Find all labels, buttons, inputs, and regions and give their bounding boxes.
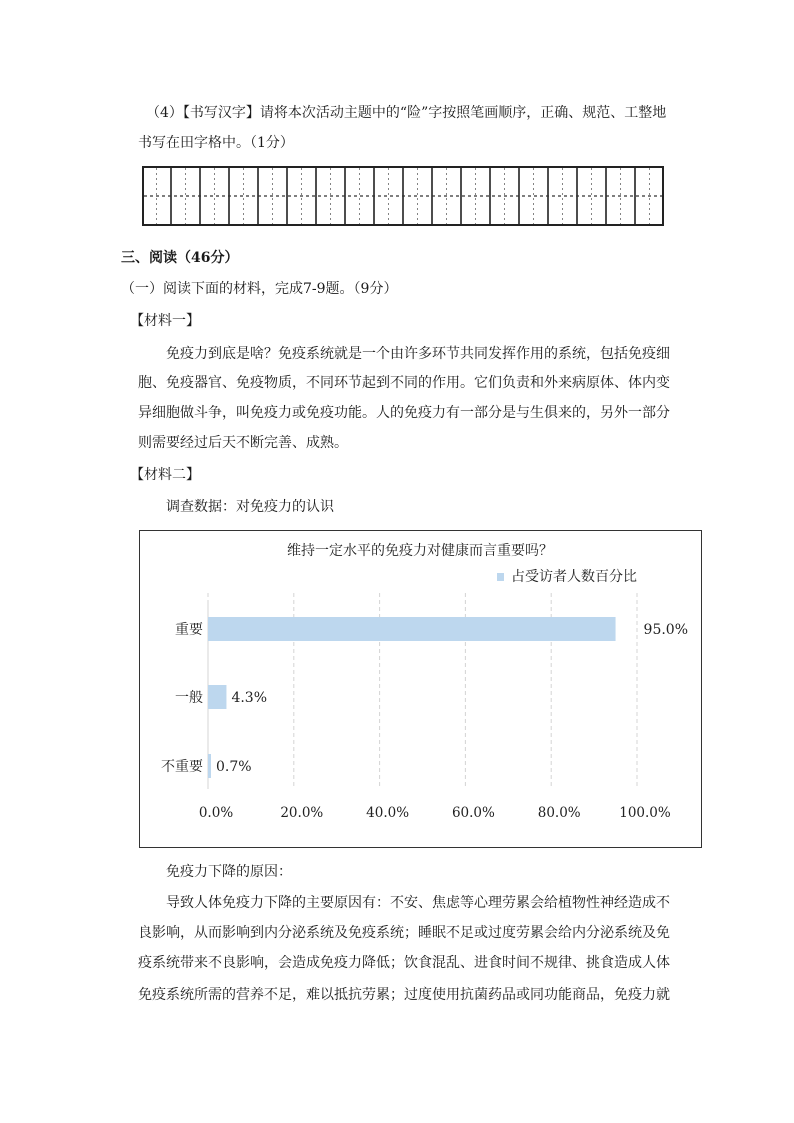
x-tick-label: 0.0% (198, 805, 234, 821)
category-label: 重要 (175, 622, 203, 638)
tianzige-writing-grid[interactable] (142, 166, 664, 226)
bar (208, 685, 226, 709)
data-label: 95.0% (643, 622, 689, 638)
material-1-line-2: 胞、免疫器官、免疫物质，不同环节起到不同的作用。它们负责和外来病原体、体内变 (138, 375, 670, 391)
material-2-heading: 【材料二】 (130, 467, 200, 483)
x-tick-label: 60.0% (451, 805, 495, 821)
bar (208, 754, 211, 778)
decline-line-3: 疫系统带来不良影响，会造成免疫力降低；饮食混乱、进食时间不规律、挑食造成人体 (138, 955, 670, 971)
material-1-line-3: 异细胞做斗争，叫免疫力或免疫功能。人的免疫力有一部分是与生俱来的，另外一部分 (138, 405, 670, 421)
question-4-line-1: （4）【书写汉字】请将本次活动主题中的“险”字按照笔画顺序，正确、规范、工整地 (146, 105, 667, 121)
bar-chart (140, 531, 701, 847)
category-label: 一般 (175, 690, 203, 706)
data-label: 4.3% (231, 690, 268, 706)
material-1-heading: 【材料一】 (130, 313, 200, 329)
material-1-line-4: 则需要经过后天不断完善、成熟。 (138, 435, 348, 451)
category-label: 不重要 (161, 759, 203, 775)
material-1-line-1: 免疫力到底是啥？免疫系统就是一个由许多环节共同发挥作用的系统，包括免疫细 (166, 346, 670, 362)
decline-line-4: 免疫系统所需的营养不足，难以抵抗劳累；过度使用抗菌药品或同功能商品，免疫力就 (138, 987, 670, 1003)
legend-label: 占受访者人数百分比 (511, 569, 637, 585)
x-tick-label: 80.0% (537, 805, 581, 821)
part-1-intro: （一）阅读下面的材料，完成7-9题。（9分） (121, 281, 398, 297)
chart-title: 维持一定水平的免疫力对健康而言重要吗？ (287, 543, 553, 559)
decline-heading: 免疫力下降的原因： (166, 864, 292, 880)
bar (208, 617, 616, 641)
section-3-title: 三、阅读（46分） (121, 250, 239, 266)
survey-chart (139, 530, 702, 848)
x-tick-label: 40.0% (366, 805, 410, 821)
question-4-line-2: 书写在田字格中。（1分） (138, 135, 294, 151)
x-tick-label: 100.0% (619, 805, 671, 821)
decline-line-1: 导致人体免疫力下降的主要原因有：不安、焦虑等心理劳累会给植物性神经造成不 (166, 895, 670, 911)
legend-swatch (497, 573, 504, 581)
x-tick-label: 20.0% (280, 805, 324, 821)
survey-caption: 调查数据：对免疫力的认识 (166, 499, 334, 515)
decline-line-2: 良影响，从而影响到内分泌系统及免疫系统；睡眠不足或过度劳累会给内分泌系统及免 (138, 925, 670, 941)
data-label: 0.7% (216, 759, 252, 775)
